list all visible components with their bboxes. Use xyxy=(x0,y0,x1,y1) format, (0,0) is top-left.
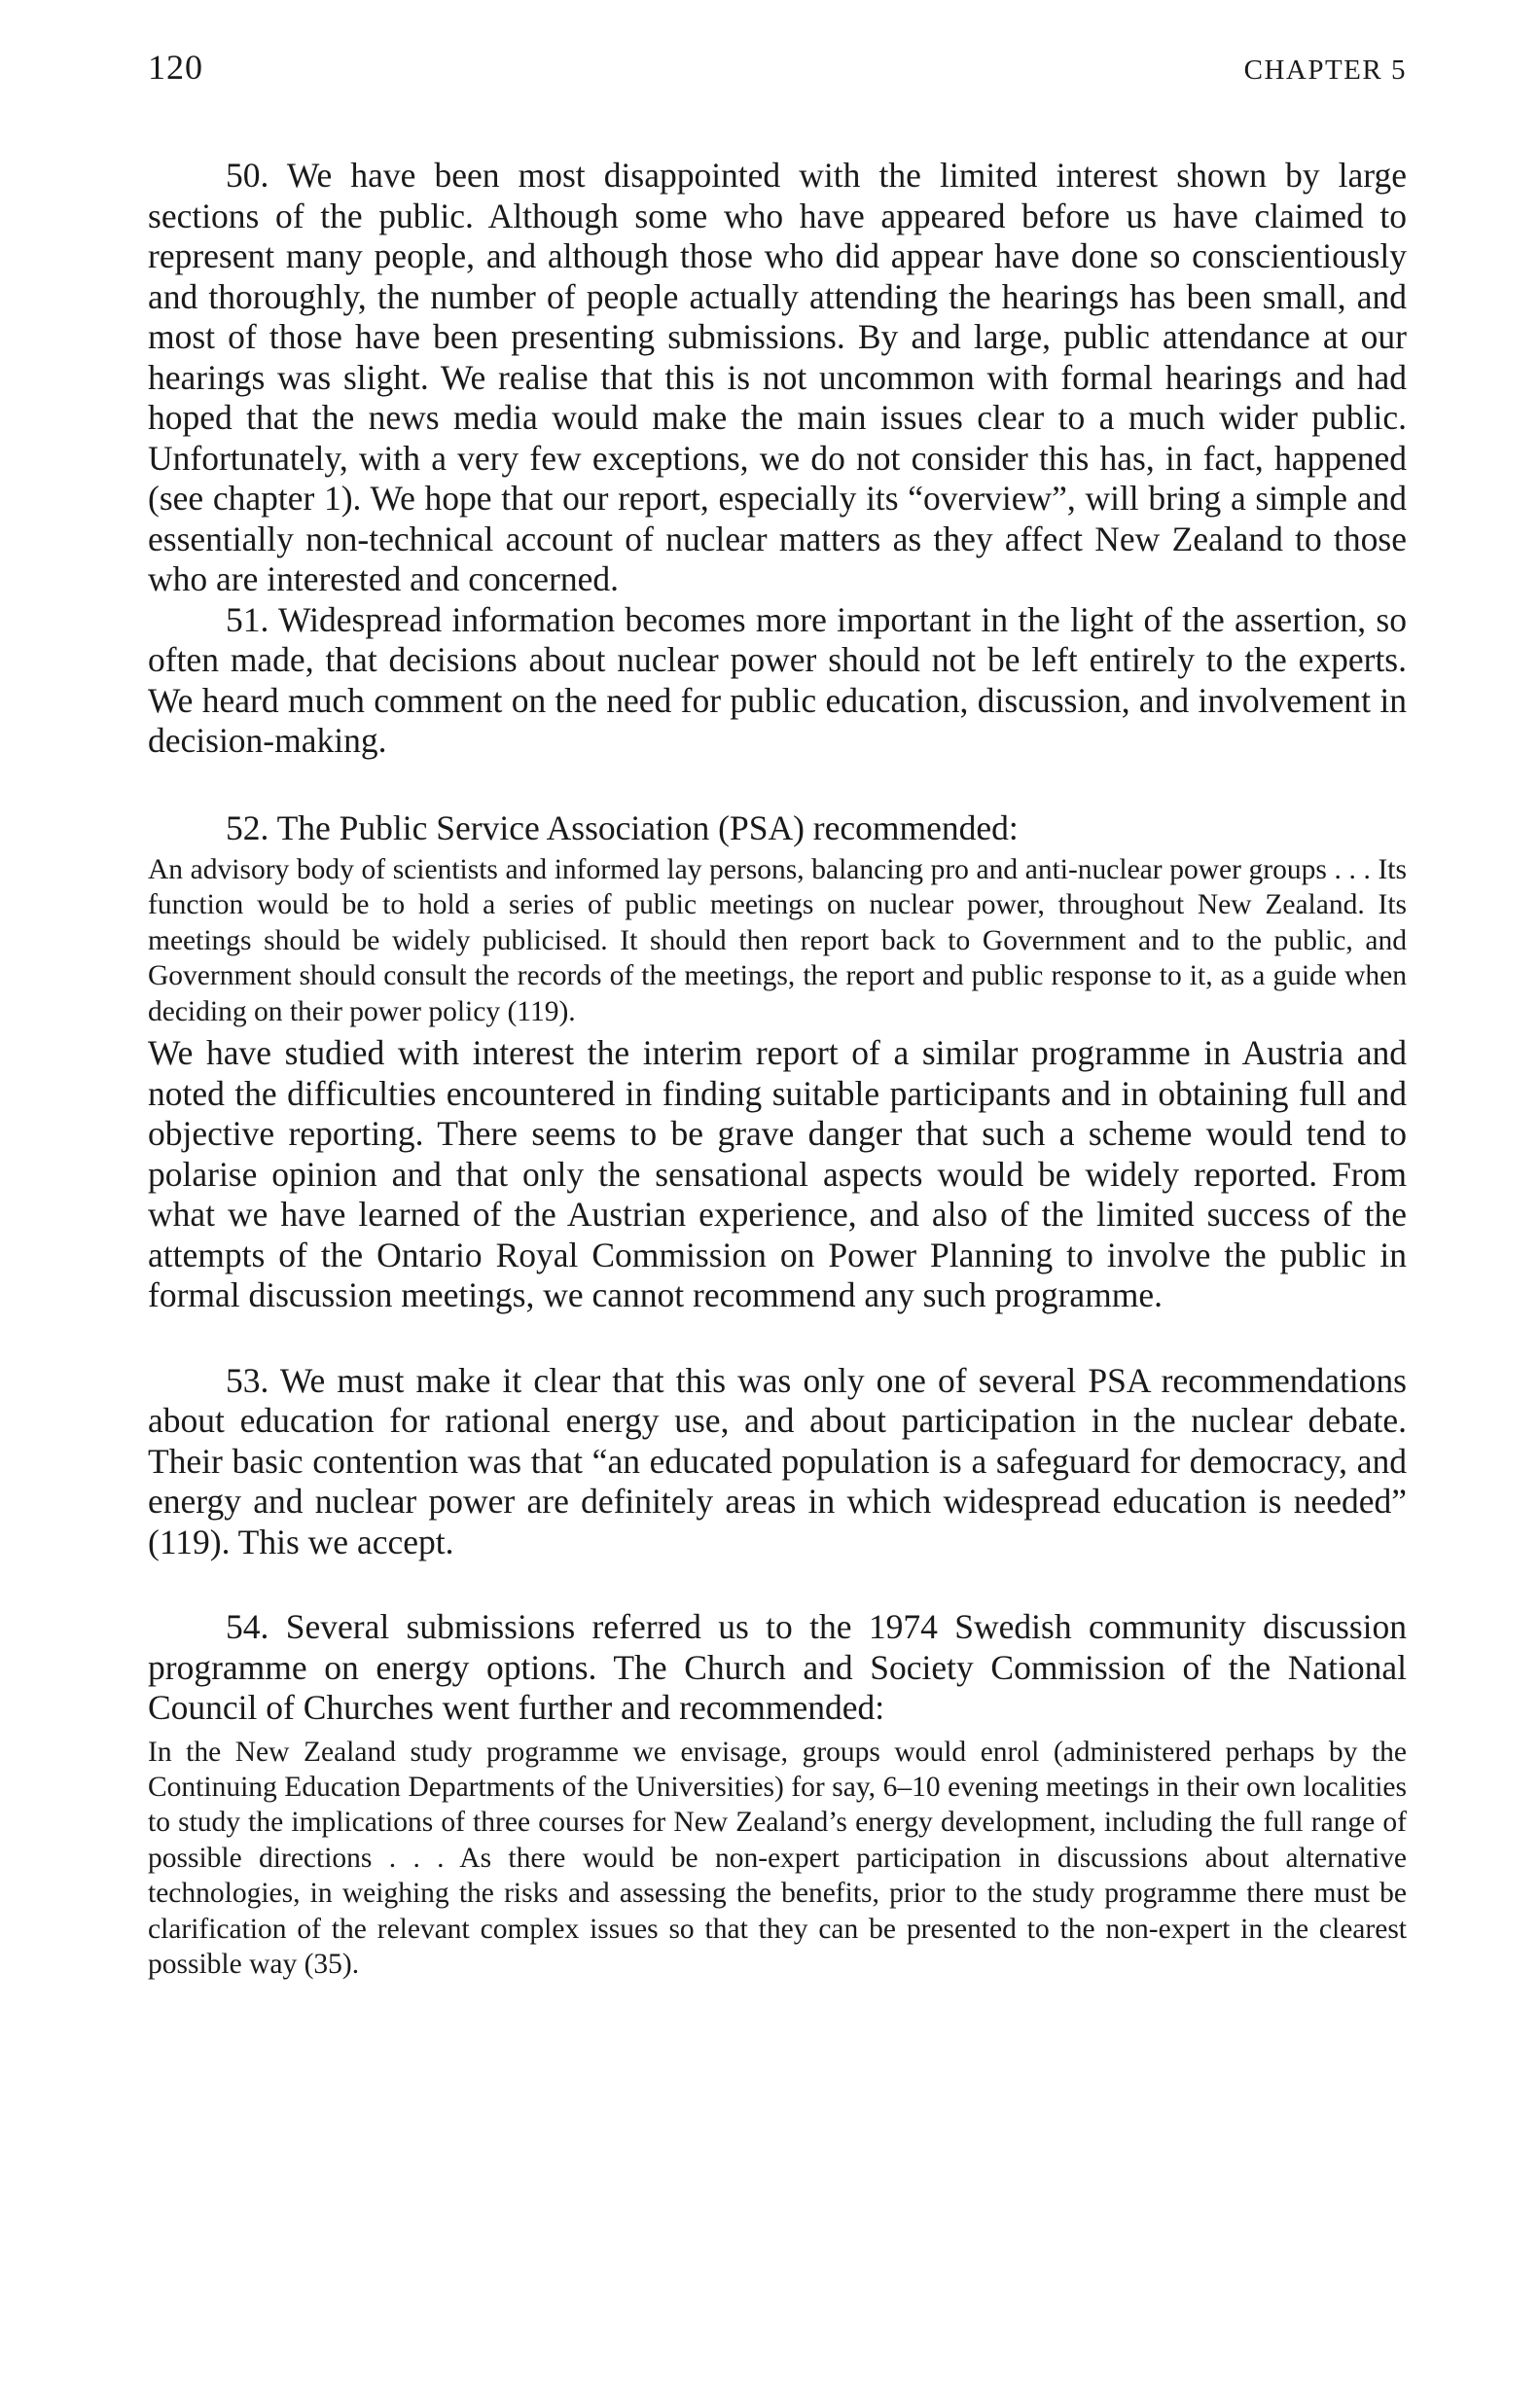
psa-quote: An advisory body of scientists and informed lay persons, balancing pro and anti-nuclear power groups . . . Its function would be to hold a series of public meetings on nuclear power, throughout New Zealand. Its meetings should be widely publicised. It should then report back to Government and to the public, and Government should consult the records of the meetings, the report and public response to it, as a guide when deciding on their power policy (119). xyxy=(148,854,1407,1027)
paragraph-53: 53. We must make it clear that this was only one of several PSA recommendations about education for rational energy use, and about participation in the nuclear debate. Their basic contention was that “an educated population is a safeguard for democracy, and energy and nuclear power are definitely areas in which widespread education is needed” (119). This we accept. xyxy=(148,1360,1407,1561)
paragraph-52-lead: 52. The Public Service Association (PSA) recommended: xyxy=(226,807,1019,847)
paragraph-54-lead: 54. Several submissions referred us to the 1974 Swedish community discussion programme on energy options. The Church and Society Commission of the National Council of Churches went further and recommended: xyxy=(148,1607,1407,1728)
document-page xyxy=(148,47,1407,1982)
spacer xyxy=(148,762,1407,808)
spacer xyxy=(148,1562,1407,1607)
page-number: 120 xyxy=(148,48,203,87)
paragraph-52-continuation: We have studied with interest the interim report of a similar programme in Austria and noted the difficulties encountered in finding suitable participants and in obtaining full and objective reporting. There seems to be grave danger that such a scheme would tend to polarise opinion and that only the sensational aspects would be widely reported. From what we have learned of the Austrian experience, and also of the limited success of the attempts of the Ontario Royal Commission on Power Planning to involve the public in formal discussion meetings, we cannot recommend any such programme. xyxy=(148,1033,1407,1315)
spacer xyxy=(148,1316,1407,1361)
church-society-quote: In the New Zealand study programme we envisage, groups would enrol (administered perhaps by the Continuing Education Departments of the Universities) for say, 6–10 evening meetings in their own localities to study the implications of three courses for New Zealand’s energy development, including the full range of possible directions . . . As there would be non-expert participation in discussions about alternative technologies, in weighing the risks and assessing the benefits, prior to the study programme there must be clarification of the relevant complex issues so that they can be presented to the non-expert in the clearest possible way (35). xyxy=(148,1736,1407,1980)
chapter-heading: CHAPTER 5 xyxy=(1243,54,1407,86)
paragraph-50: 50. We have been most disappointed with the limited interest shown by large sections of the public. Although some who have appeared before us have claimed to represent many people, and although those who did appear have done so conscientiously and thoroughly, the number of people actually attending the hearings has been small, and most of those have been presenting submissions. By and large, public attendance at our hearings was slight. We realise that this is not uncommon with formal hearings and had hoped that the news media would make the main issues clear to a much wider public. Unfortunately, with a very few exceptions, we do not consider this has, in fact, happened (see chapter 1). We hope that our report, especially its “overview”, will bring a simple and essentially non-technical account of nuclear matters as they affect New Zealand to those who are interested and concerned. xyxy=(148,156,1407,598)
page-header xyxy=(148,47,1407,105)
paragraph-51: 51. Widespread information becomes more important in the light of the assertion, so often made, that decisions about nuclear power should not be left entirely to the experts. We heard much comment on the need for public education, discussion, and involvement in decision-making. xyxy=(148,599,1407,760)
